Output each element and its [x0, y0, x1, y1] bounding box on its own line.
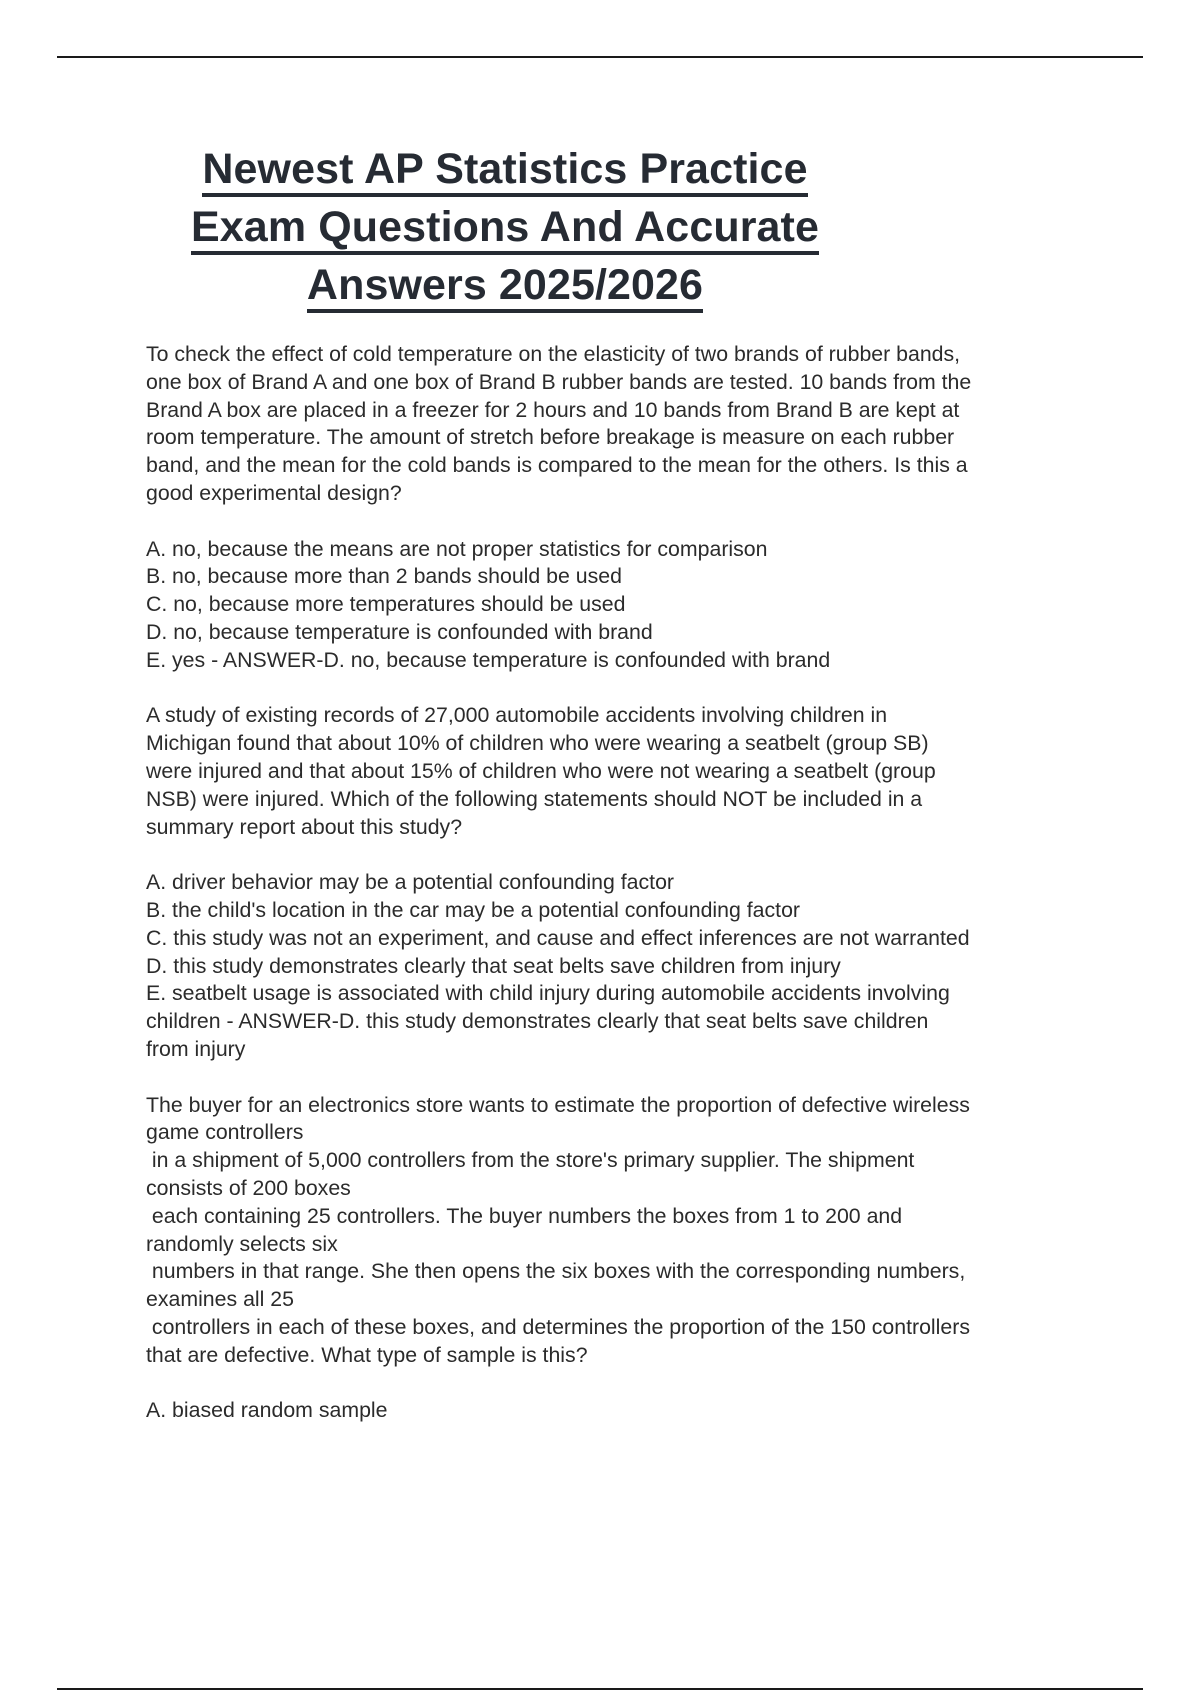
question-3-options: [146, 1397, 1096, 1425]
question-1-stem: [146, 341, 1096, 508]
question-text-line: The buyer for an electronics store wants to estimate the proportion of defective wireless: [146, 1092, 970, 1117]
question-text-line: Brand A box are placed in a freezer for 2 hours and 10 bands from Brand B are kept at: [146, 397, 960, 422]
answer-option: from injury: [146, 1036, 246, 1061]
question-1-options: [146, 536, 1096, 675]
question-text-line: summary report about this study?: [146, 814, 463, 839]
question-text-line: game controllers: [146, 1120, 304, 1145]
answer-option: B. the child's location in the car may be a potential confounding factor: [146, 897, 801, 922]
answer-option: C. no, because more temperatures should be used: [146, 592, 626, 617]
question-text-line: band, and the mean for the cold bands is compared to the mean for the others. Is this a: [146, 453, 968, 478]
question-text-line: each containing 25 controllers. The buyer numbers the boxes from 1 to 200 and: [146, 1203, 903, 1228]
question-2-options: [146, 869, 1096, 1064]
question-text-line: in a shipment of 5,000 controllers from the store's primary supplier. The shipment: [146, 1148, 915, 1173]
question-text-line: examines all 25: [146, 1287, 294, 1312]
document-body: [146, 341, 1096, 1425]
top-rule: [57, 56, 1143, 58]
question-2-stem: [146, 702, 1096, 841]
question-text-line: NSB) were injured. Which of the following statements should NOT be included in a: [146, 786, 923, 811]
document-title: [130, 145, 880, 322]
answer-option: C. this study was not an experiment, and cause and effect inferences are not warranted: [146, 925, 970, 950]
question-3-stem: [146, 1092, 1096, 1370]
bottom-rule: [57, 1688, 1143, 1690]
title-line-1: Newest AP Statistics Practice: [202, 148, 807, 197]
question-text-line: good experimental design?: [146, 480, 402, 505]
answer-option: A. biased random sample: [146, 1398, 388, 1423]
question-text-line: Michigan found that about 10% of children who were wearing a seatbelt (group SB): [146, 731, 929, 756]
question-text-line: A study of existing records of 27,000 automobile accidents involving children in: [146, 703, 888, 728]
title-line-3: Answers 2025/2026: [307, 264, 703, 313]
answer-option: B. no, because more than 2 bands should be used: [146, 564, 622, 589]
answer-option: E. yes - ANSWER-D. no, because temperature is confounded with brand: [146, 647, 831, 672]
question-text-line: controllers in each of these boxes, and determines the proportion of the 150 controllers: [146, 1314, 970, 1339]
answer-option: D. this study demonstrates clearly that seat belts save children from injury: [146, 953, 841, 978]
answer-option: children - ANSWER-D. this study demonstrates clearly that seat belts save children: [146, 1009, 929, 1034]
question-text-line: one box of Brand A and one box of Brand B rubber bands are tested. 10 bands from the: [146, 369, 972, 394]
question-text-line: room temperature. The amount of stretch before breakage is measure on each rubber: [146, 425, 955, 450]
title-line-2: Exam Questions And Accurate: [191, 206, 819, 255]
question-text-line: that are defective. What type of sample is this?: [146, 1342, 588, 1367]
answer-option: D. no, because temperature is confounded with brand: [146, 619, 653, 644]
question-text-line: consists of 200 boxes: [146, 1175, 351, 1200]
answer-option: A. no, because the means are not proper statistics for comparison: [146, 536, 768, 561]
answer-option: A. driver behavior may be a potential confounding factor: [146, 870, 675, 895]
question-text-line: numbers in that range. She then opens the six boxes with the corresponding numbers,: [146, 1259, 966, 1284]
question-text-line: randomly selects six: [146, 1231, 338, 1256]
question-text-line: To check the effect of cold temperature on the elasticity of two brands of rubber bands,: [146, 342, 961, 366]
question-text-line: were injured and that about 15% of children who were not wearing a seatbelt (group: [146, 758, 936, 783]
answer-option: E. seatbelt usage is associated with child injury during automobile accidents involving: [146, 981, 950, 1006]
